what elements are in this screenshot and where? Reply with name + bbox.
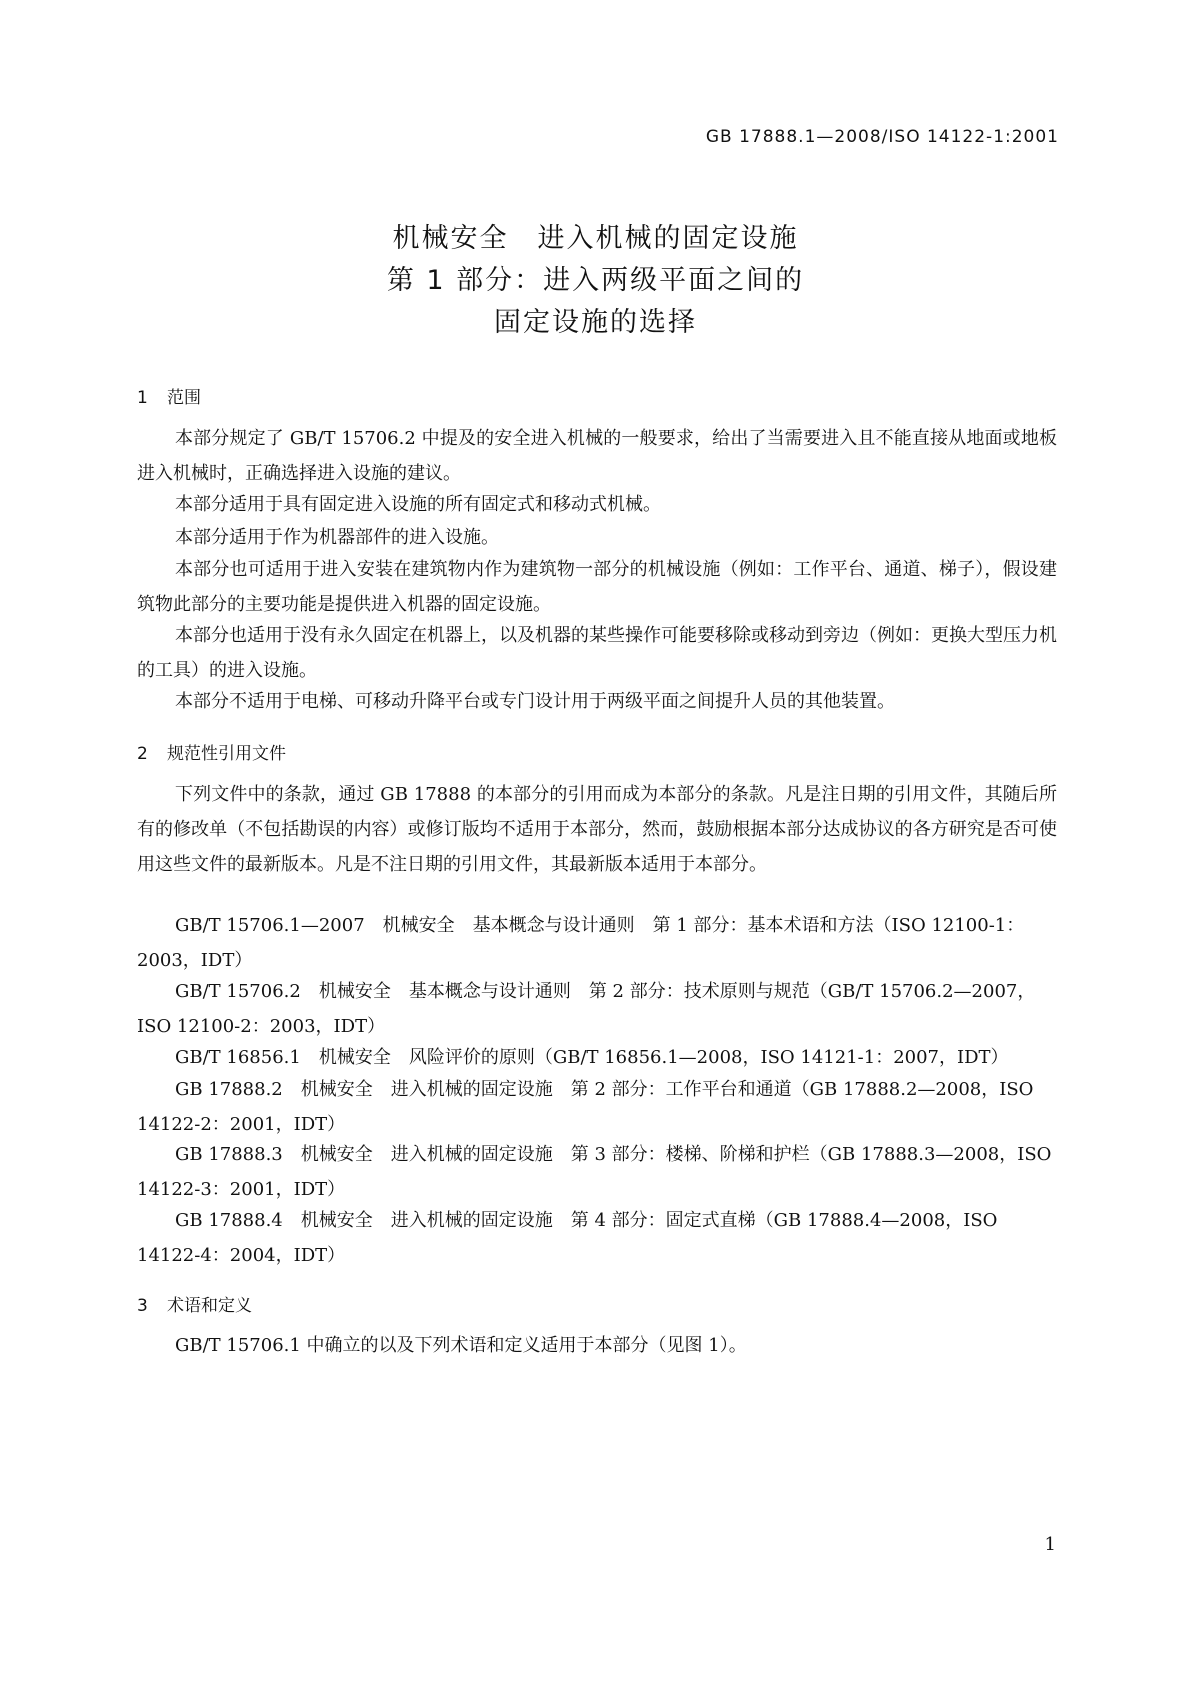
paragraph: 下列文件中的条款，通过 GB 17888 的本部分的引用而成为本部分的条款。凡是注日期的引用文件，其随后所有的修改单（不包括勘误的内容）或修订版均不适用于本部分，然而，鼓励根据本部分达成协议的各方研究是否可使用这些文件的最新版本。凡是不注日期的引用文件，其最新版本适用于本部分。	[137, 784, 1057, 875]
section-number: 1	[137, 388, 148, 408]
reference-item: GB 17888.4 机械安全 进入机械的固定设施 第 4 部分：固定式直梯（GB 17888.4—2008，ISO 14122-4：2004，IDT）	[137, 1210, 998, 1266]
paragraph: 本部分适用于具有固定进入设施的所有固定式和移动式机械。	[175, 494, 661, 515]
section-number: 3	[137, 1296, 148, 1316]
section-3-heading	[137, 1291, 252, 1316]
reference-item: GB 17888.3 机械安全 进入机械的固定设施 第 3 部分：楼梯、阶梯和护栏（GB 17888.3—2008，ISO 14122-3：2001，IDT）	[137, 1144, 1052, 1200]
document-title	[0, 218, 1191, 344]
page-number: 1	[1044, 1534, 1056, 1555]
title-line-3: 固定设施的选择	[494, 307, 697, 338]
paragraph: 本部分适用于作为机器部件的进入设施。	[175, 527, 499, 548]
reference-item: GB 17888.2 机械安全 进入机械的固定设施 第 2 部分：工作平台和通道（GB 17888.2—2008，ISO 14122-2：2001，IDT）	[137, 1079, 1034, 1135]
reference-item: GB/T 15706.1—2007 机械安全 基本概念与设计通则 第 1 部分：基本术语和方法（ISO 12100-1：2003，IDT）	[137, 915, 1025, 971]
section-title: 规范性引用文件	[167, 744, 286, 764]
section-1-heading	[137, 383, 201, 408]
section-title: 范围	[167, 388, 201, 408]
paragraph: 本部分规定了 GB/T 15706.2 中提及的安全进入机械的一般要求，给出了当需要进入且不能直接从地面或地板进入机械时，正确选择进入设施的建议。	[137, 428, 1057, 484]
paragraph: 本部分不适用于电梯、可移动升降平台或专门设计用于两级平面之间提升人员的其他装置。	[175, 691, 895, 712]
section-number: 2	[137, 744, 148, 764]
title-line-2: 第 1 部分：进入两级平面之间的	[386, 265, 805, 296]
reference-item: GB/T 15706.2 机械安全 基本概念与设计通则 第 2 部分：技术原则与规范（GB/T 15706.2—2007，ISO 12100-2：2003，IDT）	[137, 981, 1036, 1037]
section-title: 术语和定义	[167, 1296, 252, 1316]
section-2-heading	[137, 739, 286, 764]
reference-item: GB/T 16856.1 机械安全 风险评价的原则（GB/T 16856.1—2008，ISO 14121-1：2007，IDT）	[175, 1047, 1009, 1068]
standard-code: GB 17888.1—2008/ISO 14122-1:2001	[705, 127, 1059, 147]
paragraph: 本部分也可适用于进入安装在建筑物内作为建筑物一部分的机械设施（例如：工作平台、通道、梯子），假设建筑物此部分的主要功能是提供进入机器的固定设施。	[137, 559, 1057, 615]
paragraph: 本部分也适用于没有永久固定在机器上，以及机器的某些操作可能要移除或移动到旁边（例如：更换大型压力机的工具）的进入设施。	[137, 625, 1057, 681]
paragraph: GB/T 15706.1 中确立的以及下列术语和定义适用于本部分（见图 1）。	[175, 1335, 747, 1356]
title-line-1: 机械安全 进入机械的固定设施	[392, 223, 799, 254]
